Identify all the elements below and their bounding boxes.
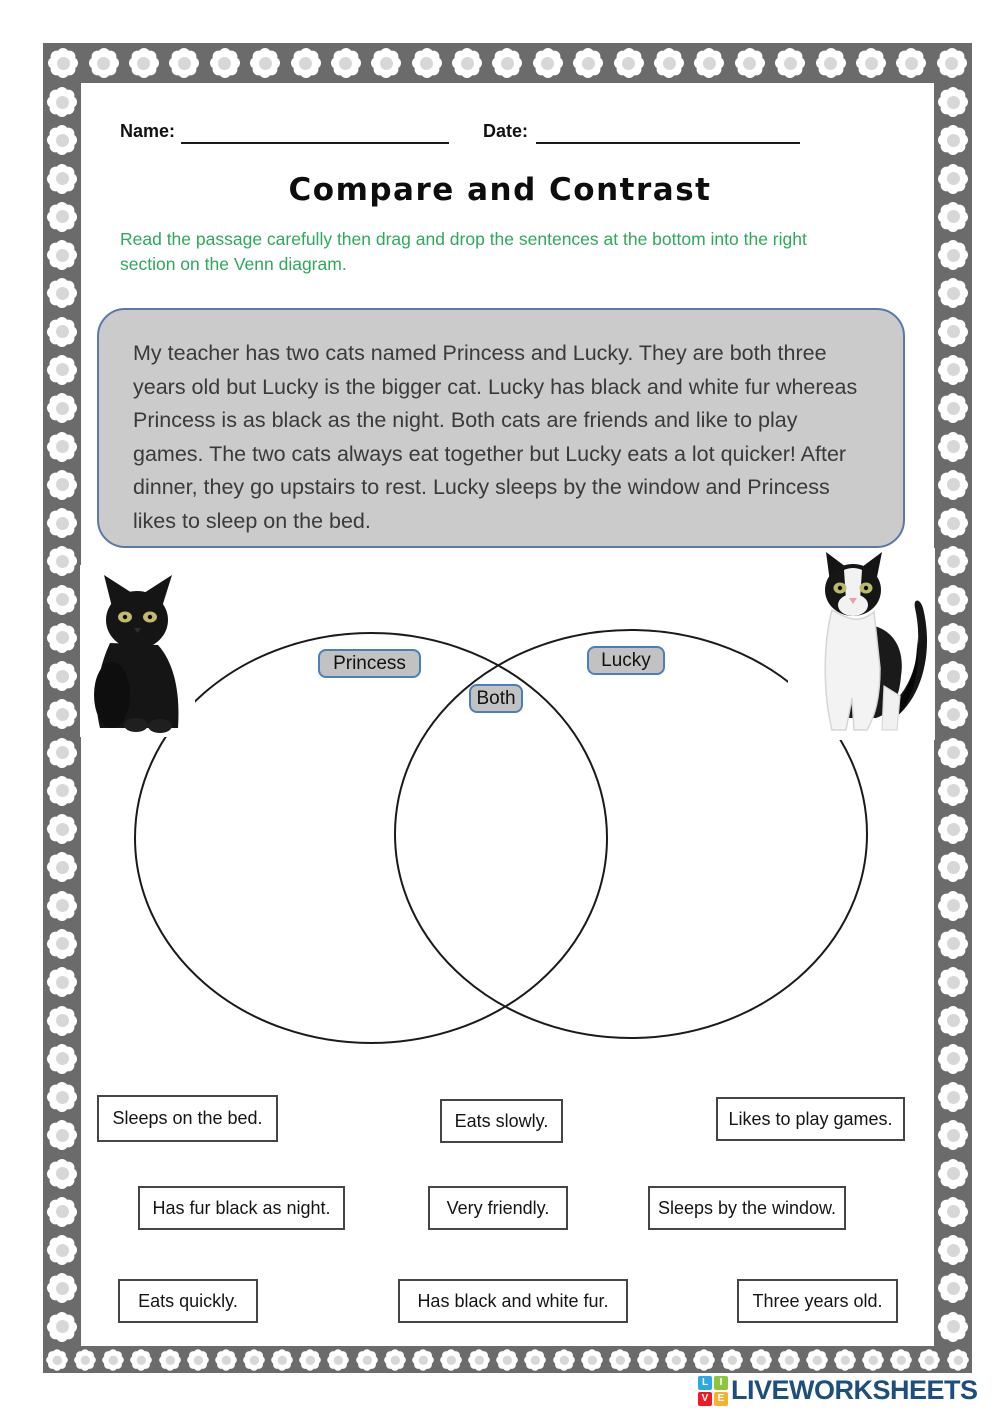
flower-icon <box>300 1349 322 1371</box>
venn-circle-left <box>135 633 607 1043</box>
flower-icon <box>440 1349 462 1371</box>
flower-icon <box>938 393 968 423</box>
date-blank-line <box>536 118 800 144</box>
flower-icon <box>609 1349 631 1371</box>
flower-icon <box>47 852 77 882</box>
flower-icon <box>47 585 77 615</box>
passage-text: My teacher has two cats named Princess and Lucky. They are both three years old but Lucky is the bigger cat. Lucky has black and white fur whereas Princess is as black as the night. Both cats are friends and like to play games. The two cats always eat together but Lucky eats a lot quicker! After dinner, they go upstairs to rest. Lucky sleeps by the window and Princess likes to sleep on the bed. <box>133 341 858 533</box>
flower-icon <box>665 1349 687 1371</box>
flower-icon <box>735 48 765 78</box>
flower-icon <box>938 929 968 959</box>
sentence-card-black-white-fur[interactable]: Has black and white fur. <box>398 1279 628 1323</box>
flower-icon <box>938 1120 968 1150</box>
flower-icon <box>384 1349 406 1371</box>
flower-icon <box>938 776 968 806</box>
sentence-card-sleeps-by-window[interactable]: Sleeps by the window. <box>648 1186 846 1230</box>
flower-icon <box>938 1044 968 1074</box>
flower-icon <box>47 355 77 385</box>
flower-icon <box>47 278 77 308</box>
sentence-card-three-years-old[interactable]: Three years old. <box>737 1279 898 1323</box>
sentence-card-eats-quickly[interactable]: Eats quickly. <box>118 1279 258 1323</box>
flower-icon <box>938 623 968 653</box>
flower-icon <box>47 891 77 921</box>
flower-icon <box>47 1273 77 1303</box>
flower-icon <box>834 1349 856 1371</box>
liveworksheets-logo[interactable] <box>698 1375 978 1406</box>
sentence-card-likes-play-games[interactable]: Likes to play games. <box>716 1097 905 1141</box>
flower-icon <box>47 317 77 347</box>
flower-icon <box>131 1349 153 1371</box>
flower-icon <box>291 48 321 78</box>
flower-icon <box>938 1159 968 1189</box>
flower-icon <box>46 1349 68 1371</box>
flower-icon <box>938 1082 968 1112</box>
flower-icon <box>938 470 968 500</box>
flower-icon <box>938 1235 968 1265</box>
flower-icon <box>497 1349 519 1371</box>
passage-box <box>97 308 905 548</box>
flower-icon <box>47 1082 77 1112</box>
flower-icon <box>169 48 199 78</box>
flower-icon <box>938 661 968 691</box>
flower-border-right <box>934 83 972 1346</box>
flower-icon <box>938 1006 968 1036</box>
sentence-card-very-friendly[interactable]: Very friendly. <box>428 1186 568 1230</box>
flower-icon <box>938 852 968 882</box>
flower-icon <box>637 1349 659 1371</box>
brand-wordmark: LIVEWORKSHEETS <box>731 1375 978 1405</box>
flower-icon <box>47 661 77 691</box>
flower-icon <box>938 546 968 576</box>
venn-label-both: Both <box>469 684 523 713</box>
flower-icon <box>775 48 805 78</box>
flower-icon <box>693 1349 715 1371</box>
flower-icon <box>468 1349 490 1371</box>
logo-letter-square: E <box>714 1392 728 1406</box>
flower-icon <box>129 48 159 78</box>
flower-icon <box>47 738 77 768</box>
venn-label-princess: Princess <box>318 649 421 678</box>
flower-icon <box>750 1349 772 1371</box>
flower-icon <box>654 48 684 78</box>
flower-icon <box>938 432 968 462</box>
flower-icon <box>47 1197 77 1227</box>
flower-icon <box>694 48 724 78</box>
flower-icon <box>412 48 442 78</box>
flower-icon <box>371 48 401 78</box>
logo-letter-grid <box>698 1376 728 1406</box>
venn-diagram[interactable] <box>120 612 880 1052</box>
flower-icon <box>937 48 967 78</box>
flower-icon <box>89 48 119 78</box>
flower-icon <box>938 508 968 538</box>
flower-icon <box>919 1349 941 1371</box>
flower-icon <box>47 546 77 576</box>
flower-icon <box>525 1349 547 1371</box>
flower-icon <box>722 1349 744 1371</box>
page-title: Compare and Contrast <box>288 172 712 208</box>
tuxedo-cat-image <box>788 548 935 740</box>
logo-letter-square: V <box>698 1392 712 1406</box>
flower-icon <box>452 48 482 78</box>
flower-icon <box>250 48 280 78</box>
flower-icon <box>47 776 77 806</box>
flower-icon <box>243 1349 265 1371</box>
flower-icon <box>890 1349 912 1371</box>
flower-icon <box>48 48 78 78</box>
flower-icon <box>862 1349 884 1371</box>
flower-icon <box>215 1349 237 1371</box>
flower-icon <box>47 929 77 959</box>
flower-icon <box>271 1349 293 1371</box>
flower-icon <box>47 814 77 844</box>
instructions-text: Read the passage carefully then drag and drop the sentences at the bottom into the right section on the Venn diagram. <box>120 229 807 274</box>
flower-icon <box>938 355 968 385</box>
flower-icon <box>47 1159 77 1189</box>
black-cat-image <box>80 565 195 737</box>
flower-icon <box>896 48 926 78</box>
flower-icon <box>553 1349 575 1371</box>
logo-letter-square: I <box>714 1376 728 1390</box>
flower-icon <box>938 891 968 921</box>
logo-letter-square: L <box>698 1376 712 1390</box>
sentence-card-fur-black-as-night[interactable]: Has fur black as night. <box>138 1186 345 1230</box>
sentence-card-eats-slowly[interactable]: Eats slowly. <box>440 1099 563 1143</box>
flower-icon <box>816 48 846 78</box>
flower-icon <box>938 699 968 729</box>
flower-icon <box>47 125 77 155</box>
flower-icon <box>47 1006 77 1036</box>
flower-icon <box>47 1312 77 1342</box>
flower-icon <box>938 967 968 997</box>
flower-icon <box>573 48 603 78</box>
flower-icon <box>778 1349 800 1371</box>
flower-icon <box>938 87 968 117</box>
flower-border-top <box>43 43 972 83</box>
name-label: Name: <box>120 121 176 141</box>
flower-icon <box>938 240 968 270</box>
flower-icon <box>533 48 563 78</box>
flower-icon <box>47 393 77 423</box>
flower-icon <box>938 1197 968 1227</box>
flower-icon <box>47 967 77 997</box>
flower-icon <box>159 1349 181 1371</box>
flower-border-left <box>43 83 81 1346</box>
flower-icon <box>47 508 77 538</box>
flower-icon <box>938 1273 968 1303</box>
flower-icon <box>47 1044 77 1074</box>
flower-icon <box>492 48 522 78</box>
flower-icon <box>938 814 968 844</box>
flower-icon <box>356 1349 378 1371</box>
flower-icon <box>412 1349 434 1371</box>
venn-label-lucky: Lucky <box>587 646 665 675</box>
flower-icon <box>47 87 77 117</box>
flower-icon <box>331 48 361 78</box>
flower-border-bottom <box>43 1346 972 1373</box>
flower-icon <box>947 1349 969 1371</box>
flower-icon <box>614 48 644 78</box>
flower-icon <box>47 699 77 729</box>
flower-icon <box>938 585 968 615</box>
flower-icon <box>938 738 968 768</box>
sentence-card-sleeps-on-bed[interactable]: Sleeps on the bed. <box>97 1095 278 1142</box>
flower-icon <box>47 240 77 270</box>
flower-icon <box>581 1349 603 1371</box>
flower-icon <box>74 1349 96 1371</box>
flower-icon <box>806 1349 828 1371</box>
flower-icon <box>328 1349 350 1371</box>
flower-icon <box>47 432 77 462</box>
flower-icon <box>938 125 968 155</box>
flower-icon <box>856 48 886 78</box>
flower-icon <box>938 317 968 347</box>
flower-icon <box>47 623 77 653</box>
flower-icon <box>103 1349 125 1371</box>
flower-icon <box>938 278 968 308</box>
flower-icon <box>187 1349 209 1371</box>
flower-icon <box>210 48 240 78</box>
flower-icon <box>938 1312 968 1342</box>
name-blank-line <box>181 118 449 144</box>
flower-icon <box>47 1235 77 1265</box>
flower-icon <box>47 1120 77 1150</box>
date-label: Date: <box>483 121 529 141</box>
flower-icon <box>47 470 77 500</box>
